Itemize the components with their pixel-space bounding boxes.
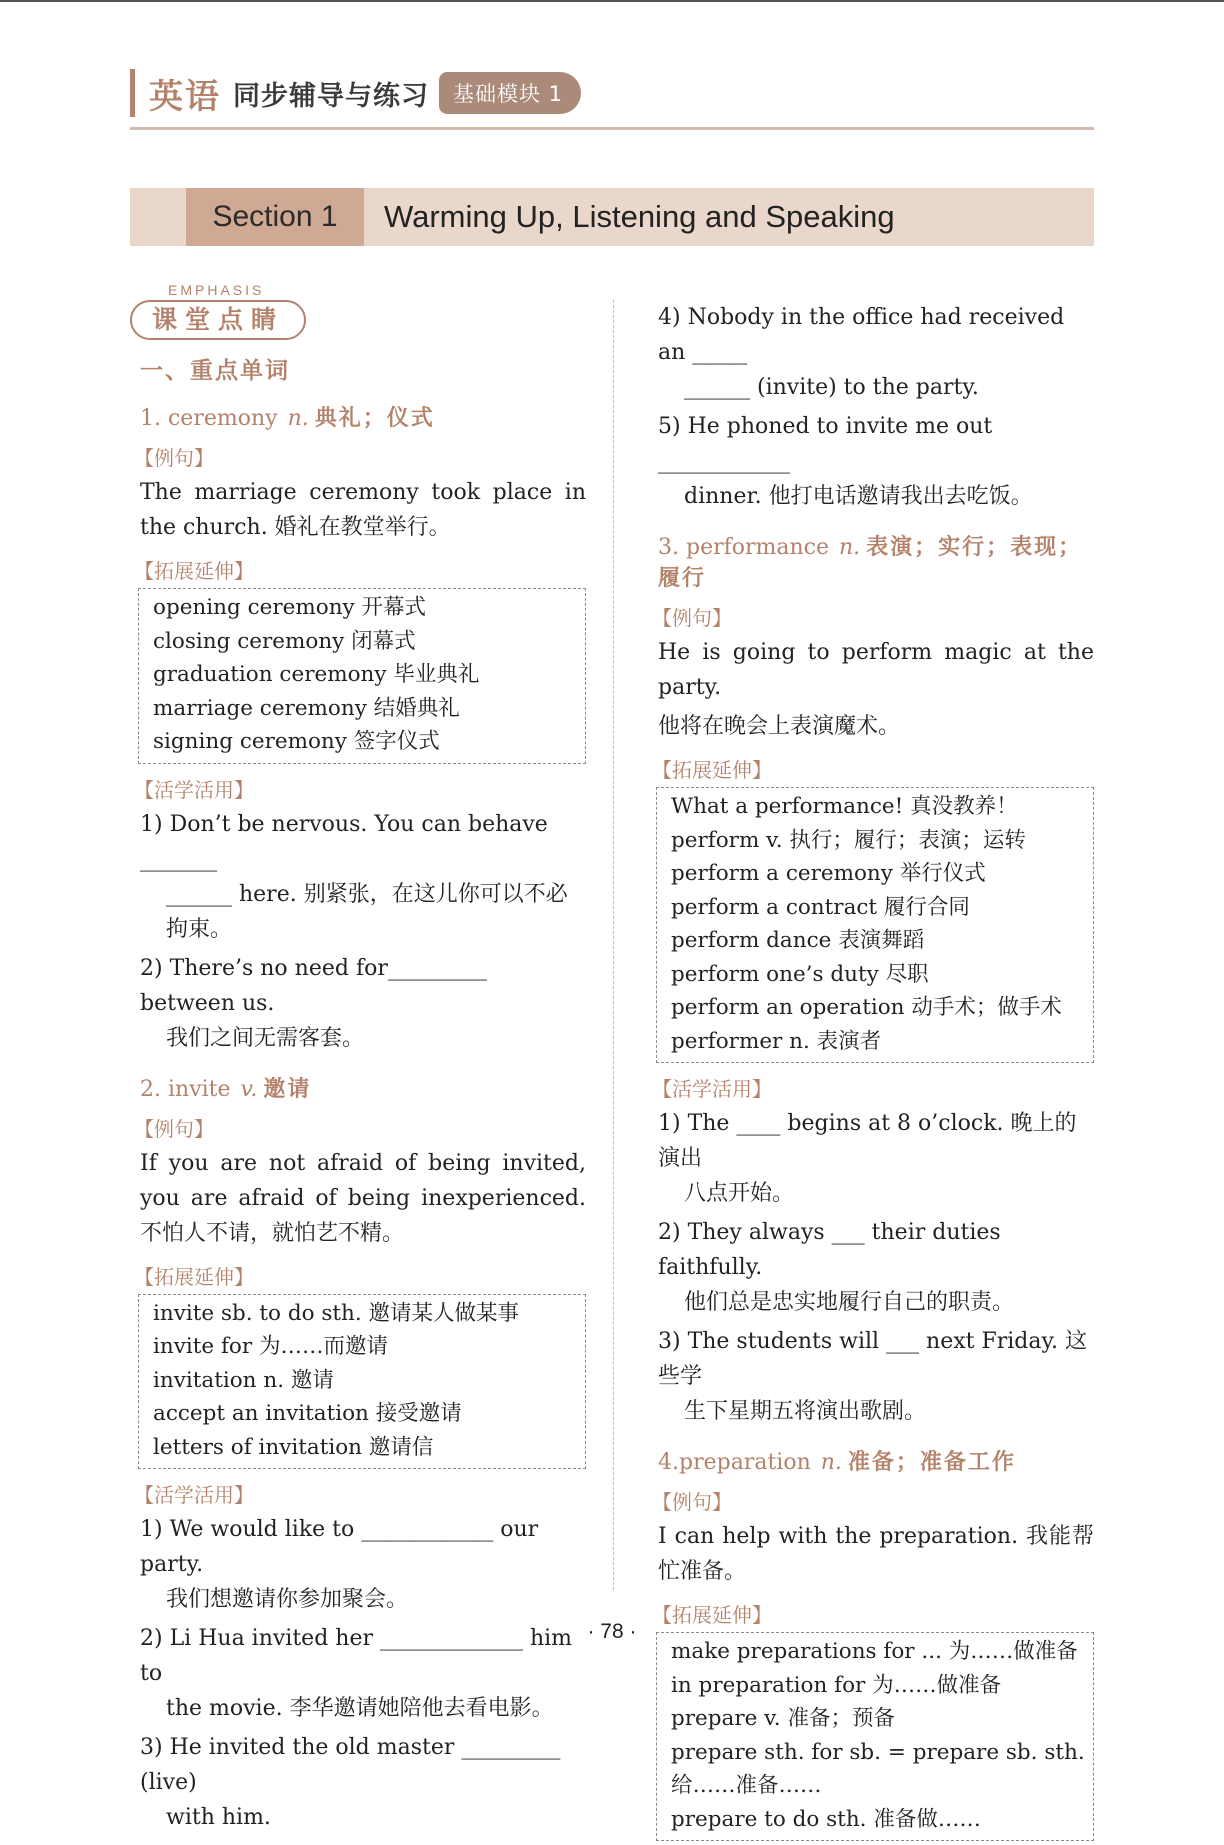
section-title: Warming Up, Listening and Speaking xyxy=(384,199,895,234)
example-sentence: I can help with the preparation. 我能帮忙准备。 xyxy=(658,1524,1094,1584)
extension-item: signing ceremony 签字仪式 xyxy=(153,729,440,754)
extension-item: invitation n. 邀请 xyxy=(153,1367,334,1393)
exercise-item xyxy=(140,1512,586,1617)
extension-item: letters of invitation 邀请信 xyxy=(153,1434,434,1460)
exercise-text: dinner. 他打电话邀请我出去吃饭。 xyxy=(684,484,1033,509)
extension-item: prepare v. 准备；预备 xyxy=(671,1706,895,1731)
section-number: Section 1 xyxy=(186,188,364,246)
emphasis-label-cn: 课堂点睛 xyxy=(130,300,306,340)
extension-tag: 【拓展延伸】 xyxy=(134,1264,254,1289)
extension-item: prepare to do sth. 准备做…… xyxy=(671,1806,981,1832)
column-divider xyxy=(613,300,614,1590)
extension-box xyxy=(138,1294,586,1470)
extension-item: What a performance! 真没教养！ xyxy=(671,794,1018,819)
example-tag: 【例句】 xyxy=(134,1116,214,1141)
exercise-item xyxy=(658,1106,1094,1211)
word-meaning: 邀请 xyxy=(263,1076,312,1102)
word-headword: 1. ceremony xyxy=(140,406,278,431)
extension-item: make preparations for ... 为……做准备 xyxy=(671,1639,1078,1664)
extension-item: perform one’s duty 尽职 xyxy=(671,961,929,987)
extension-item: prepare sth. for sb. = prepare sb. sth. xyxy=(671,1739,1085,1765)
extension-item: perform an operation 动手术；做手术 xyxy=(671,995,1062,1020)
exercise-text: 3) The students will ___ next Friday. 这些学 xyxy=(658,1329,1087,1389)
header-accent-bar xyxy=(130,69,135,117)
extension-item: closing ceremony 闭幕式 xyxy=(153,628,416,654)
word-pos: n. xyxy=(820,1450,842,1475)
exercise-item xyxy=(140,1730,586,1835)
extension-item: 给……准备…… xyxy=(671,1773,822,1798)
word-entry-ceremony xyxy=(140,401,586,432)
word-entry-performance xyxy=(658,530,1094,592)
exercise-text: 4) Nobody in the office had received an _____ xyxy=(658,305,1065,365)
example-tag: 【例句】 xyxy=(134,446,214,470)
exercise-text: ______ here. 别紧张，在这儿你可以不必 xyxy=(166,881,568,907)
exercise-text: 拘束。 xyxy=(166,916,233,942)
word-meaning: 表演；实行；表现；履行 xyxy=(658,535,1083,591)
header-rule xyxy=(130,127,1094,130)
emphasis-label-en: EMPHASIS xyxy=(168,282,265,298)
exercise-item xyxy=(658,1324,1094,1429)
exercise-text: 3) He invited the old master _________ (live) xyxy=(140,1735,561,1795)
extension-item: perform a ceremony 举行仪式 xyxy=(671,861,986,886)
extension-item: marriage ceremony 结婚典礼 xyxy=(153,695,460,721)
exercise-text: 1) Don’t be nervous. You can behave _______ xyxy=(140,811,548,872)
exercise-text: 2) They always ___ their duties faithfully. xyxy=(658,1220,1001,1280)
exercise-text: 1) The ____ begins at 8 o’clock. 晚上的演出 xyxy=(658,1111,1077,1171)
word-meaning: 典礼；仪式 xyxy=(314,406,435,431)
exercise-text: 我们之间无需客套。 xyxy=(166,1025,365,1051)
exercise-item xyxy=(658,300,1094,405)
exercise-text: ______ (invite) to the party. xyxy=(684,375,979,400)
example-translation: 他将在晚会上表演魔术。 xyxy=(658,714,901,739)
left-column xyxy=(130,278,586,1837)
extension-item: opening ceremony 开幕式 xyxy=(153,595,427,620)
exercise-text: 生下星期五将演出歌剧。 xyxy=(684,1399,927,1424)
running-header xyxy=(130,68,581,118)
exercise-item xyxy=(140,807,586,947)
module-badge: 基础模块 1 xyxy=(439,72,581,114)
exercise-text: 5) He phoned to invite me out ____________ xyxy=(658,414,993,474)
word-pos: n. xyxy=(287,406,309,431)
extension-item: performer n. 表演者 xyxy=(671,1028,882,1054)
practice-tag: 【活学活用】 xyxy=(652,1077,772,1101)
exercise-text: 我们想邀请你参加聚会。 xyxy=(166,1587,409,1612)
exercise-item xyxy=(658,409,1094,514)
exercise-text: 2) Li Hua invited her _____________ him to xyxy=(140,1626,573,1686)
extension-item: perform dance 表演舞蹈 xyxy=(671,928,925,953)
word-meaning: 准备；准备工作 xyxy=(847,1450,1016,1475)
extension-box xyxy=(656,1632,1094,1841)
extension-tag: 【拓展延伸】 xyxy=(652,758,772,782)
extension-item: graduation ceremony 毕业典礼 xyxy=(153,662,480,687)
extension-item: perform v. 执行；履行；表演；运转 xyxy=(671,827,1026,853)
word-pos: v. xyxy=(240,1076,258,1102)
extension-tag: 【拓展延伸】 xyxy=(652,1603,772,1627)
word-headword: 4.preparation xyxy=(658,1450,811,1475)
exercise-text: with him. xyxy=(166,1805,271,1830)
extension-item: accept an invitation 接受邀请 xyxy=(153,1401,462,1426)
right-column xyxy=(648,278,1094,1845)
section-banner xyxy=(130,188,1094,246)
practice-tag: 【活学活用】 xyxy=(134,777,254,802)
example-sentence: He is going to perform magic at the party. xyxy=(658,640,1094,700)
word-headword: 3. performance xyxy=(658,535,829,560)
example-tag: 【例句】 xyxy=(652,606,732,630)
category-heading: 一、重点单词 xyxy=(140,358,290,384)
extension-item: invite for 为……而邀请 xyxy=(153,1334,388,1359)
word-entry-invite xyxy=(140,1072,586,1103)
exercise-text: 1) We would like to ____________ our party. xyxy=(140,1517,539,1577)
extension-item: perform a contract 履行合同 xyxy=(671,894,970,920)
extension-item: in preparation for 为……做准备 xyxy=(671,1672,1002,1698)
word-entry-preparation xyxy=(658,1445,1094,1476)
extension-box xyxy=(138,588,586,764)
example-tag: 【例句】 xyxy=(652,1490,732,1514)
exercise-text: 2) There’s no need for_________ between us. xyxy=(140,955,487,1016)
exercise-text: 八点开始。 xyxy=(684,1181,795,1206)
word-pos: n. xyxy=(839,535,861,560)
example-sentence: If you are not afraid of being invited, you are afraid of being inexperienced. 不怕人不请，就怕艺不精。 xyxy=(140,1150,586,1246)
extension-item: invite sb. to do sth. 邀请某人做某事 xyxy=(153,1300,520,1326)
top-border xyxy=(0,0,1224,2)
book-title: 同步辅导与练习 xyxy=(233,80,429,112)
extension-tag: 【拓展延伸】 xyxy=(134,559,254,583)
example-sentence: The marriage ceremony took place in the church. 婚礼在教堂举行。 xyxy=(140,480,586,540)
exercise-text: 他们总是忠实地履行自己的职责。 xyxy=(684,1290,1015,1315)
exercise-text: the movie. 李华邀请她陪他去看电影。 xyxy=(166,1696,554,1721)
page-number: · 78 · xyxy=(587,1620,637,1643)
extension-box xyxy=(656,787,1094,1063)
subject-label: 英语 xyxy=(149,76,221,117)
exercise-item xyxy=(140,951,586,1056)
practice-tag: 【活学活用】 xyxy=(134,1483,254,1507)
exercise-item xyxy=(658,1215,1094,1320)
word-headword: 2. invite xyxy=(140,1076,231,1102)
